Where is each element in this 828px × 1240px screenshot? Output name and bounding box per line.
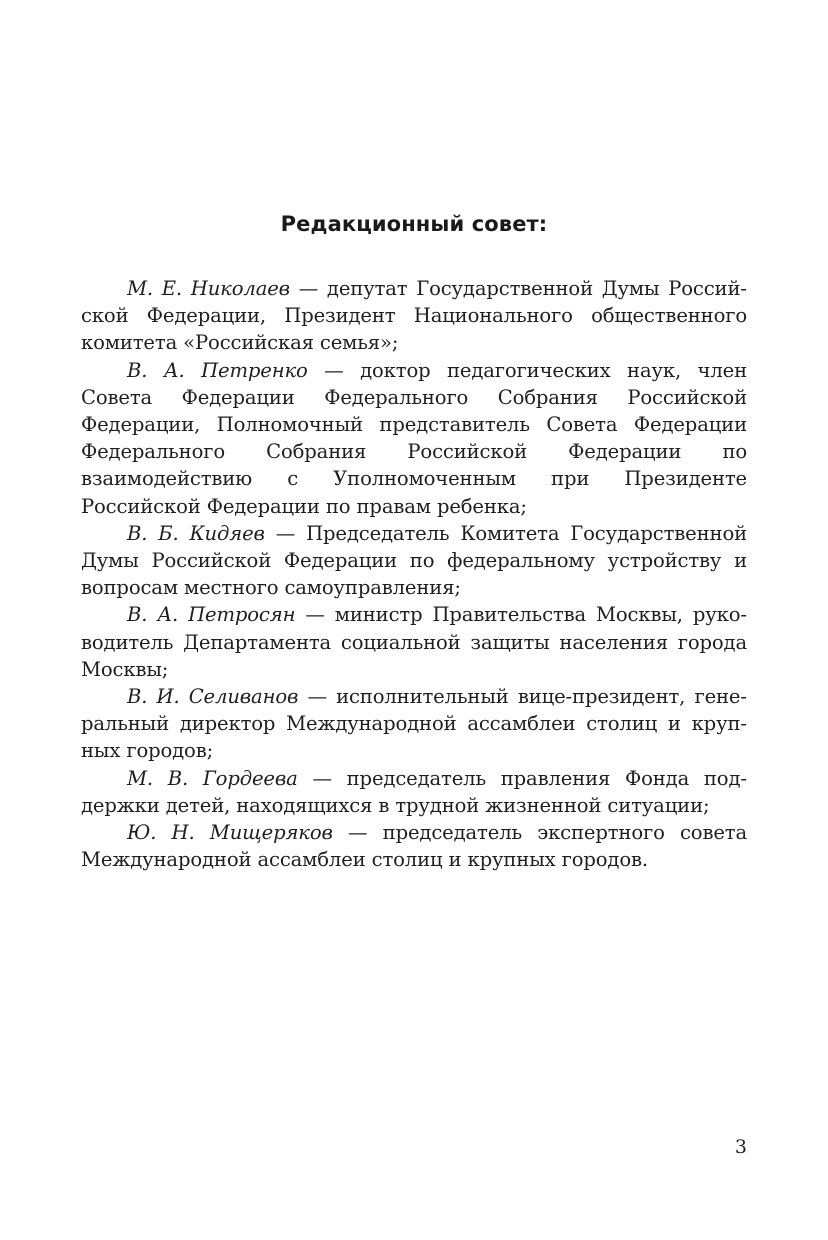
member-entry [81, 520, 747, 602]
member-entry [81, 819, 747, 873]
page-number: 3 [734, 1136, 747, 1158]
member-name: М. В. Гордеева [127, 766, 298, 790]
member-name: В. А. Петренко [127, 358, 308, 382]
member-description: — депутат Государственной Думы Российской Федерации, Президент Национального общественного комитета «Российская семья»; [81, 277, 747, 355]
member-entry [81, 765, 747, 819]
member-description: — председатель экспертного совета Международной ассамблеи столиц и крупных городов. [81, 821, 747, 872]
member-entry [81, 683, 747, 765]
member-entry [81, 601, 747, 683]
member-name: В. А. Петросян [127, 603, 296, 627]
member-description: — председатель правления Фонда поддержки детей, находящихся в трудной жизненной ситуации; [81, 766, 747, 817]
member-entry [81, 357, 747, 520]
member-name: В. Б. Кидяев [127, 521, 265, 545]
member-description: — министр Правительства Москвы, руководитель Департамента социальной защиты населения города Москвы; [81, 603, 747, 681]
member-description: — Председатель Комитета Государственной Думы Российской Федерации по федеральному устройству и вопросам местного самоуправления; [81, 521, 747, 600]
member-description: — доктор педагогических наук, член Совета Федерации Федерального Собрания Российской Федерации, Полномочный представитель Совета Федерации Федерального Собрания Российской Федерации по взаимодействию с Уполномоченным при Президенте Российской Федерации по правам ребенка; [81, 358, 747, 518]
member-name: Ю. Н. Мищеряков [127, 821, 333, 845]
editorial-board-heading: Редакционный совет: [280, 212, 548, 236]
member-entry [81, 275, 747, 357]
member-name: В. И. Селиванов [127, 685, 299, 709]
editorial-board-list [81, 275, 747, 873]
member-description: — исполнительный вице-президент, генеральный директор Международной ассамблеи столиц и крупных городов; [81, 685, 747, 763]
member-name: М. Е. Николаев [127, 277, 290, 300]
